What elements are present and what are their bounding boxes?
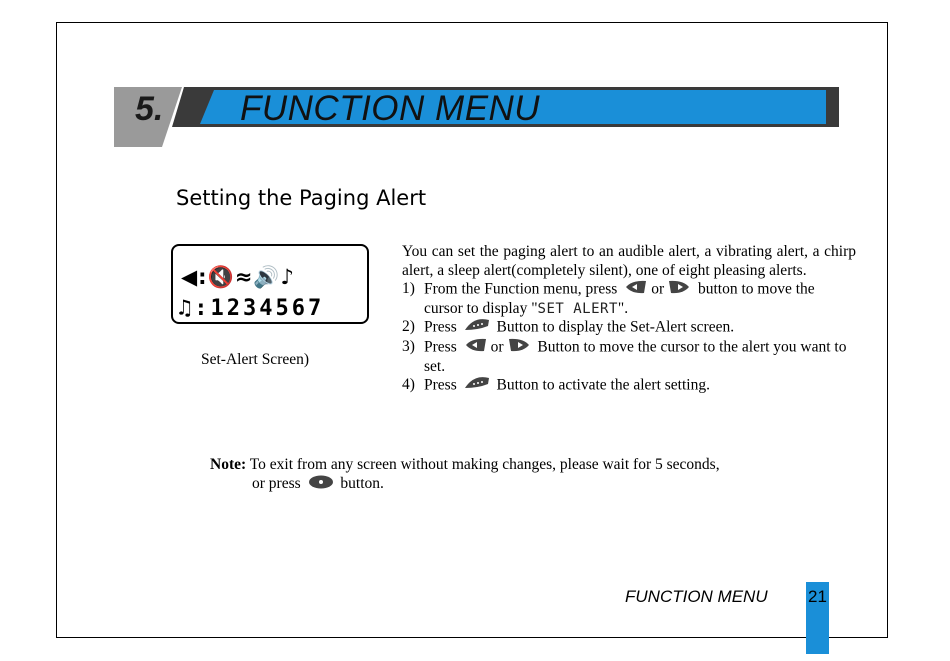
left-button-icon	[624, 280, 648, 300]
lcd-alert-icons-row: ◀:🔇≈🔊♪	[181, 265, 295, 289]
select-button-icon	[464, 376, 490, 396]
step-4: 4) Press Button to activate the alert setting.	[402, 376, 856, 396]
step-number: 1)	[402, 280, 415, 298]
subheading: Setting the Paging Alert	[176, 186, 427, 210]
instructions	[402, 243, 856, 396]
left-button-icon	[464, 338, 488, 358]
right-button-icon	[507, 338, 531, 358]
step-1: 1) From the Function menu, press or button to move the cursor to display "SET ALERT".	[402, 280, 815, 317]
note-line-1: To exit from any screen without making changes, please wait for 5 seconds,	[249, 456, 720, 473]
note-label: Note:	[210, 456, 247, 473]
footer-section-title: FUNCTION MENU	[625, 587, 768, 606]
note: Note: To exit from any screen without making changes, please wait for 5 seconds, or press button.	[210, 456, 720, 492]
step-number: 3)	[402, 337, 415, 355]
select-button-icon	[464, 318, 490, 338]
lcd-melody-row: ♫:1234567	[178, 296, 325, 321]
intro-paragraph: You can set the paging alert to an audible alert, a vibrating alert, a chirp alert, a sleep alert(completely silent), one of eight pleasing alerts.	[402, 243, 856, 279]
right-button-icon	[667, 280, 691, 300]
page-number: 21	[808, 587, 827, 606]
step-number: 2)	[402, 318, 415, 336]
step-number: 4)	[402, 376, 415, 394]
step-2: 2) Press Button to display the Set-Alert screen.	[402, 318, 856, 338]
step-3: 3) Press or Button to move the cursor to the alert you want to set.	[402, 337, 847, 375]
exit-button-icon	[308, 475, 334, 494]
lcd-text: SET ALERT	[537, 300, 618, 317]
section-title: FUNCTION MENU	[240, 89, 541, 128]
screen-caption: Set-Alert Screen)	[201, 351, 310, 368]
section-number: 5.	[135, 90, 164, 128]
